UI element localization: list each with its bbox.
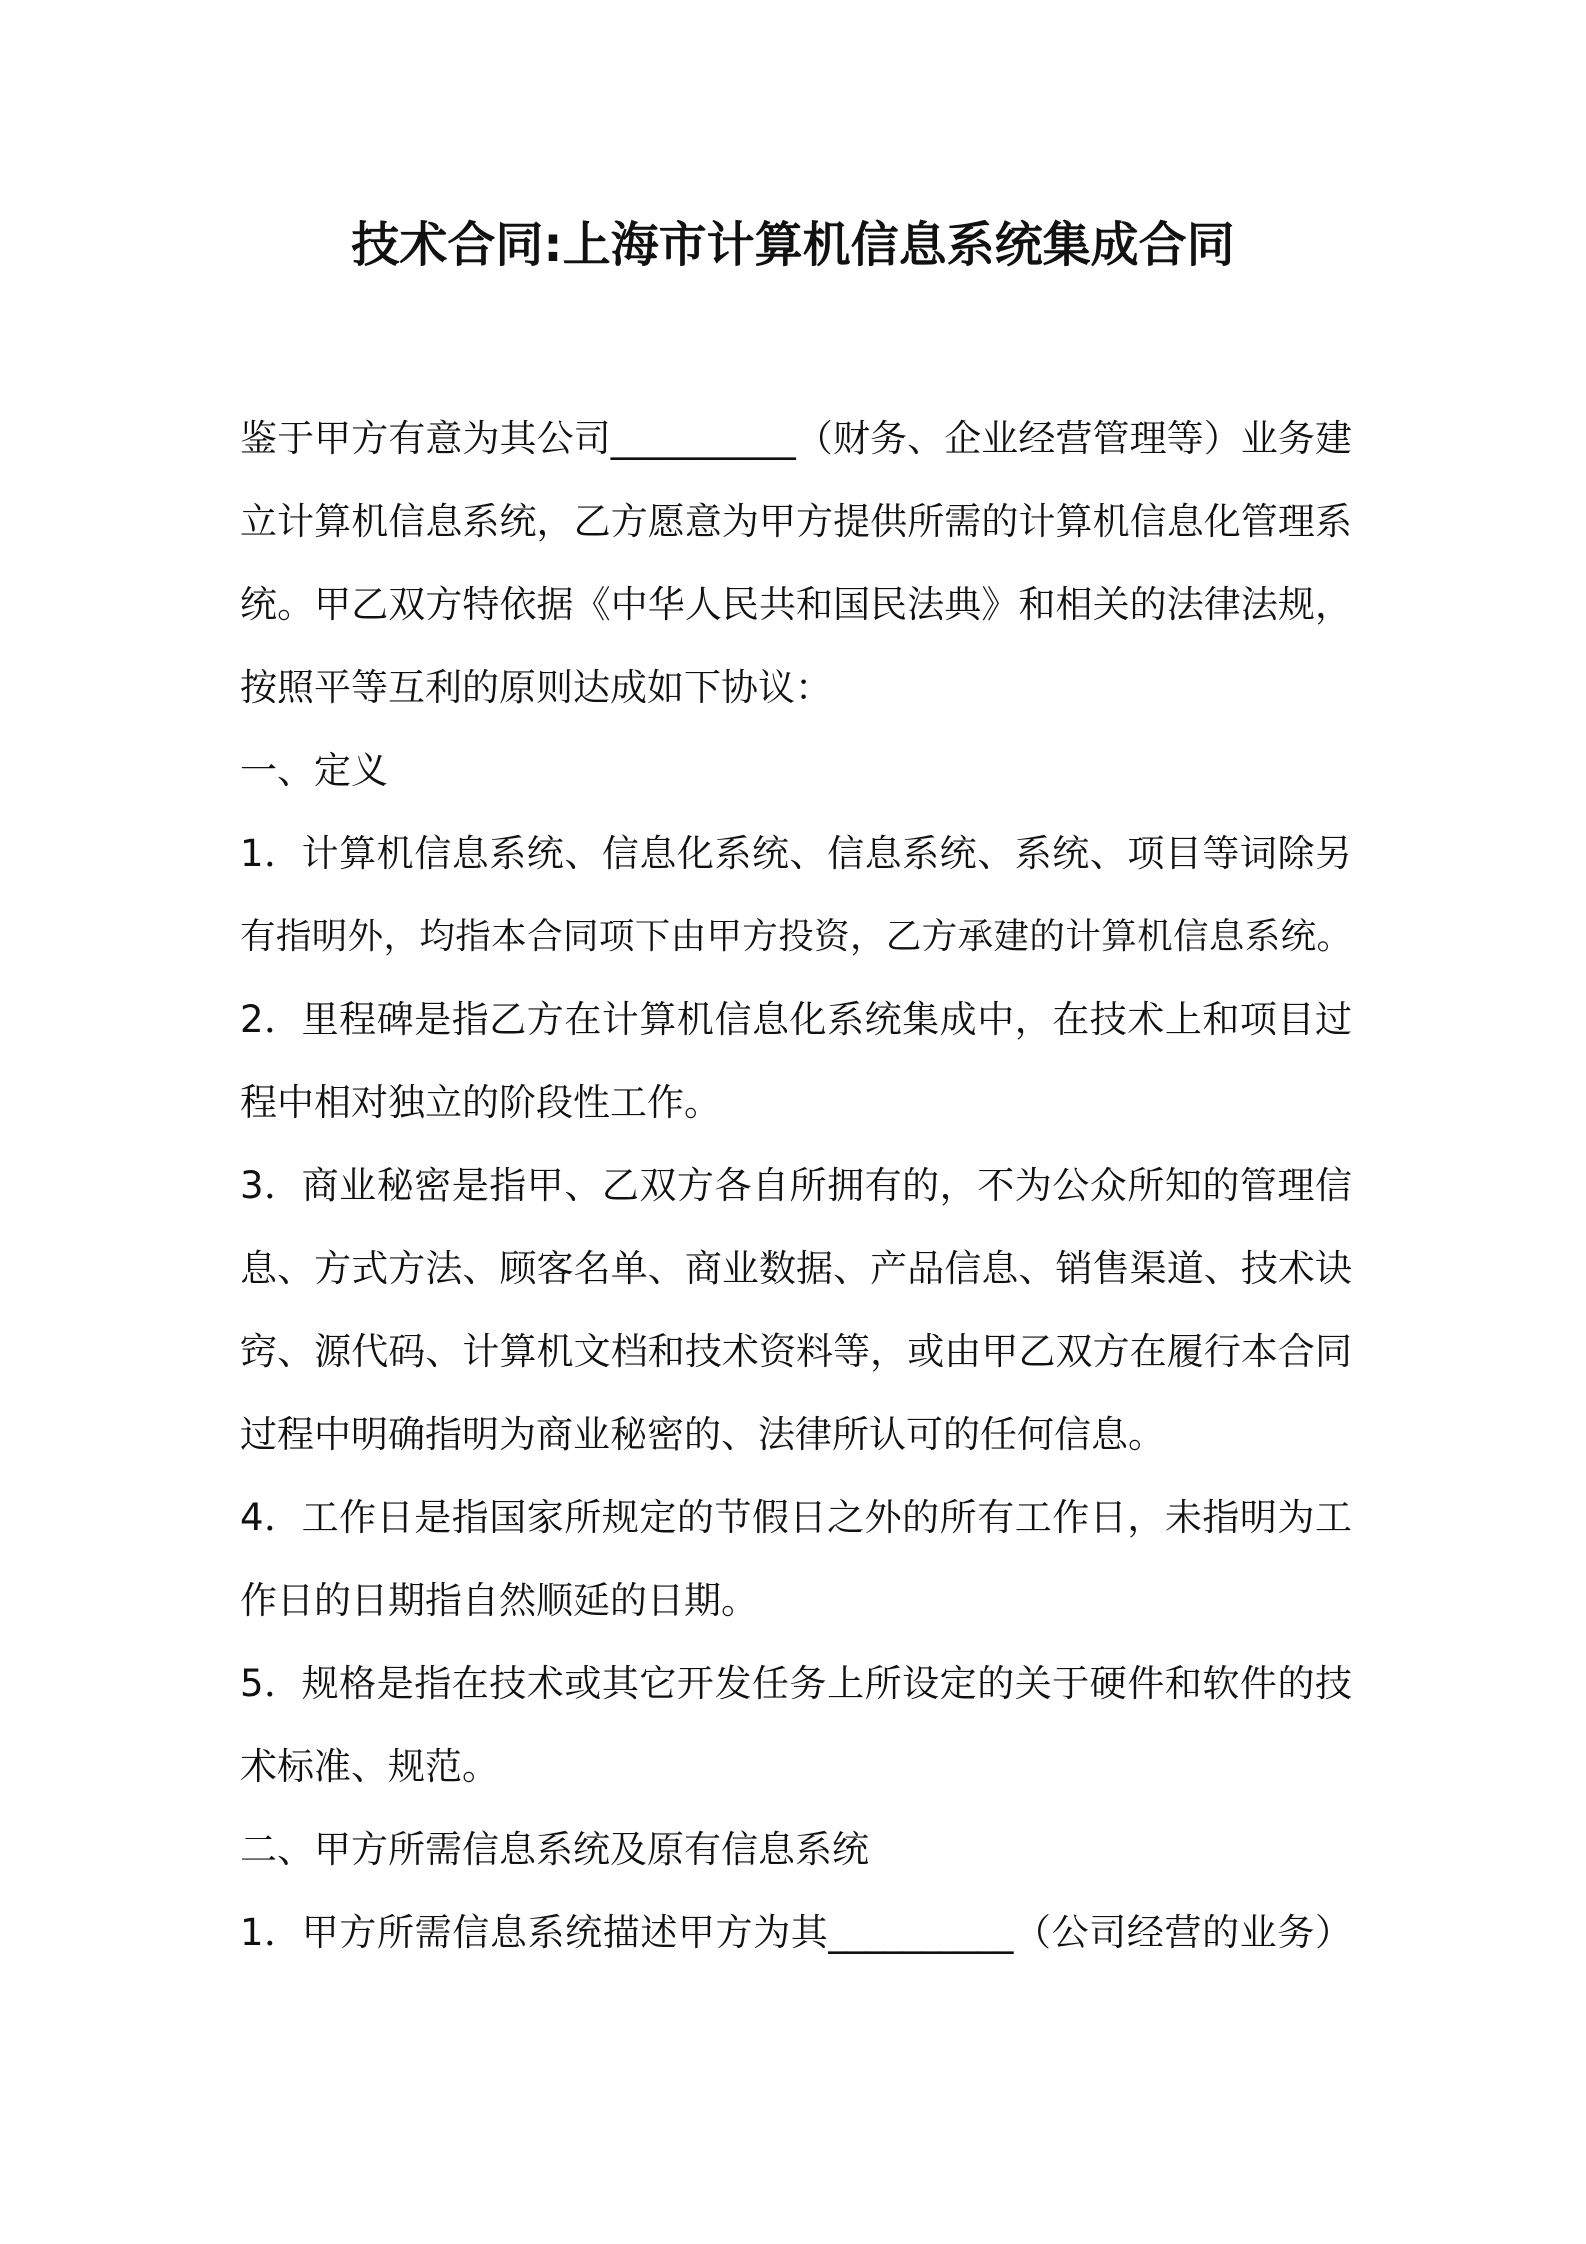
text-line: 程中相对独立的阶段性工作。 — [240, 1081, 721, 1124]
text-line: 5．规格是指在技术或其它开发任务上所设定的关于硬件和软件的技 — [240, 1662, 1352, 1705]
text-line: 按照平等互利的原则达成如下协议： — [240, 666, 832, 709]
text-line: 4．工作日是指国家所规定的节假日之外的所有工作日，未指明为工 — [240, 1496, 1352, 1539]
text-line: 术标准、规范。 — [240, 1745, 499, 1788]
text-line: 窍、源代码、计算机文档和技术资料等，或由甲乙双方在履行本合同 — [240, 1330, 1352, 1373]
text-line: 息、方式方法、顾客名单、商业数据、产品信息、销售渠道、技术诀 — [240, 1247, 1352, 1290]
text-line: 作日的日期指自然顺延的日期。 — [240, 1579, 758, 1622]
text-line: 一、定义 — [240, 749, 388, 792]
text-line: 统。甲乙双方特依据《中华人民共和国民法典》和相关的法律法规， — [240, 583, 1352, 626]
text-line: 1．计算机信息系统、信息化系统、信息系统、系统、项目等词除另 — [240, 832, 1352, 875]
text-line: 3．商业秘密是指甲、乙双方各自所拥有的，不为公众所知的管理信 — [240, 1164, 1352, 1207]
text-line: 有指明外，均指本合同项下由甲方投资，乙方承建的计算机信息系统。 — [240, 916, 1352, 957]
text-line: 二、甲方所需信息系统及原有信息系统 — [240, 1828, 869, 1871]
text-line: 2．里程碑是指乙方在计算机信息化系统集成中，在技术上和项目过 — [240, 998, 1352, 1041]
text-line: 鉴于甲方有意为其公司__________（财务、企业经营管理等）业务建 — [240, 417, 1352, 460]
document-title: 技术合同:上海市计算机信息系统集成合同 — [351, 217, 1235, 273]
document-body — [240, 397, 1352, 1974]
text-line: 过程中明确指明为商业秘密的、法律所认可的任何信息。 — [240, 1413, 1165, 1456]
text-line: 立计算机信息系统，乙方愿意为甲方提供所需的计算机信息化管理系 — [240, 500, 1352, 543]
text-line: 1．甲方所需信息系统描述甲方为其__________（公司经营的业务） — [240, 1911, 1352, 1954]
